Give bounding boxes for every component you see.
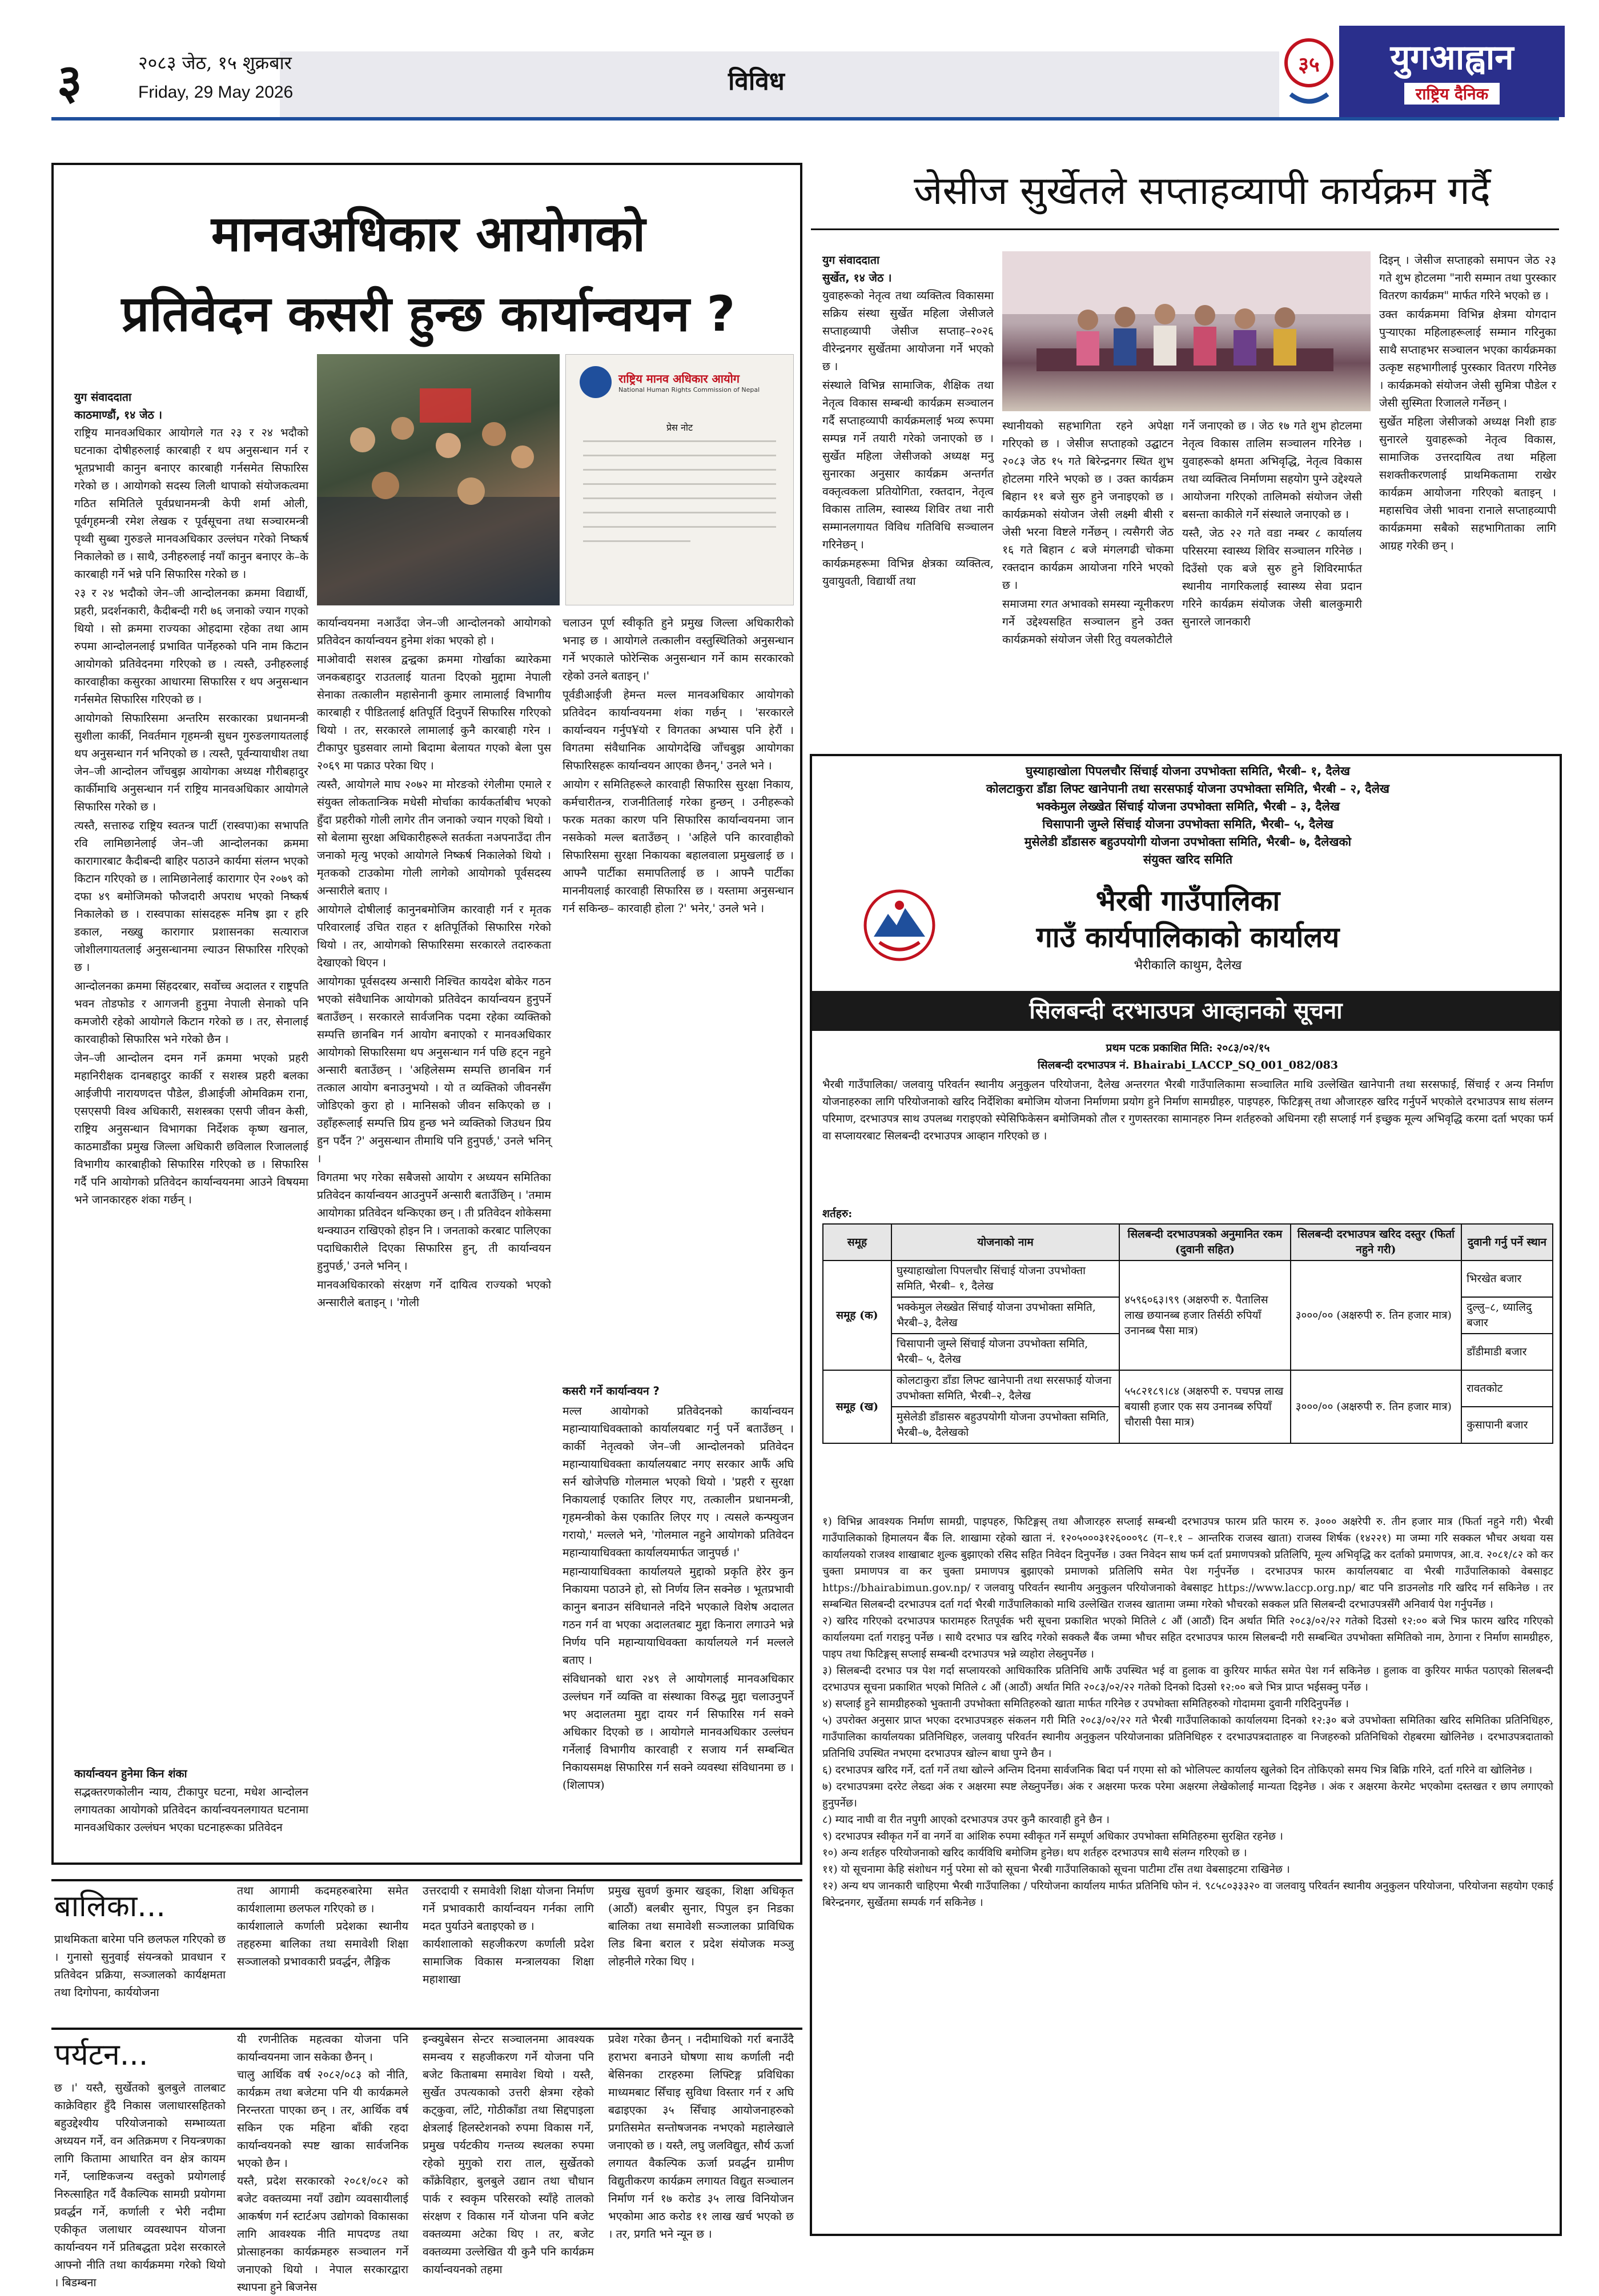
doc-label: प्रेस नोट (666, 422, 693, 433)
notice-term: ८) म्याद नाघी वा रीत नपुगी आएको दरभाउपत्र उपर कुनै कारवाही हुने छैन । (822, 1814, 1110, 1826)
tourism-column-3: इन्क्युबेसन सेन्टर सञ्चालनमा आवश्यक समन्वय र सहजीकरण गर्ने योजना पनि बजेट किताबमा समावेश थियो । यस्तै, सुर्खेत उपत्यकाको उत्तरी क्षेत्रमा रहेको कट्कुवा, लाँटे, गोठीकाँडा तथा सिद्दपाइला क्षेत्रलाई हिलस्टेशनको रुपमा विकास गर्ने, प्रमुख पर्यटकीय गन्तव्य स्थलका रुपमा रहेको मुगुको रारा ताल, सुर्खेतको काँक्रेविहार, बुलबुले उद्यान तथा चौधान पार्क र स्वकृम परिसरको स्याँहे तालको संरक्षण र विकास गर्ने योजना पनि बजेट वक्तव्यमा अटेका थिए । तर, बजेट वक्तव्यमा उल्लेखित यी कुनै पनि कार्यक्रम कार्यान्वयनको तहमा (423, 2033, 594, 2276)
hr-paragraph: विगतमा भए गरेका सबैजसो आयोग र अध्ययन समितिका प्रतिवेदन कार्यान्वयन आउनुपर्ने अन्सारी बताउँछिन् । 'तमाम आयोगका प्रतिवेदन थन्किएका छन् । ती प्रतिवेदन शोकेसमा थन्क्याउन राखिएको होइन नि । जनताको करबाट पालिएका पदाधिकारीले दिएका सिफारिस हुन्, ती कार्यान्वयन हुनुपर्छ,' उनले भनिन् । (317, 1171, 551, 1273)
tourism-column-2: यी रणनीतिक महत्वका योजना पनि कार्यान्वयनमा जान सकेका छैनन् । चालु आर्थिक वर्ष २०८२/०८३ को नीति, कार्यक्रम तथा बजेटमा पनि यी कार्यक्रमले निरन्तरता पाएका छन् । तर, आर्थिक वर्ष सकिन एक महिना बाँकी रहदा कार्यान्वयनको स्पष्ट खाका सार्वजनिक भएको छैन । यस्तै, प्रदेश सरकारको २०८१/०८२ को बजेट वक्तव्यमा नयाँ उद्योग व्यवसायीलाई आकर्षण गर्न स्टार्टअप उद्योगको विकासका लागि आवश्यक नीति मापदण्ड तथा प्रोत्साहनका कार्यक्रमहरु सञ्चालन गर्ने जनाएको थियो । नेपाल सरकारद्वारा स्थापना हुने बिजनेस (237, 2033, 408, 2294)
brand-logo (1339, 26, 1565, 117)
notice-term: ९) दरभाउपत्र स्वीकृत गर्ने वा नगर्ने वा आंशिक रुपमा स्वीकृत गर्ने सम्पूर्ण अधिकार उपभोक्ता समितिहरुमा सुरक्षित रहनेछ । (822, 1831, 1283, 1843)
balika-title: बालिका... (54, 1889, 166, 1924)
hr-title-line1: मानवअधिकार आयोगको (211, 206, 646, 263)
jc-column-c (1182, 417, 1362, 632)
notice-term: ११) यो सूचनामा केहि संशोधन गर्नु परेमा सो को सूचना भैरबी गाउँपालिकाको सूचना पाटीमा टाँस तथा वेबसाइटमा राखिनेछ । (822, 1864, 1290, 1876)
fee-b-cell: ३०००/०० (अक्षरुपी रु. तिन हजार मात्र) (1291, 1370, 1461, 1443)
hr-paragraph: माओवादी सशस्त्र द्वन्द्वका क्रममा गोर्खाका ब्यारेकमा जनकबहादुर राउतलाई यातना दिएको मुद्दामा नेपाली सेनाका तत्कालीन महासेनानी कुमार लामालाई विभागीय कारबाही र पीडितलाई क्षतिपूर्ति दिनुपर्ने सिफारिस गरिएको थियो । तर, सरकारले लामालाई कुनै कारबाही गरेन । टीकापुर घुडसवार लामो बिदामा बेलायत गएको बेला पुस २०६९ मा पक्राउ परेका थिए । (317, 653, 551, 772)
brand-tagline: राष्ट्रिय दैनिक (1404, 83, 1500, 105)
hr-paragraph: आयोगका पूर्वसदस्य अन्सारी निश्चित कायदेश बोकेर गठन भएको संवैधानिक आयोगको प्रतिवेदन कार्यान्वयन हुनुपर्ने बताउँछन् । सरकारले सार्वजनिक पदमा रहेका व्यक्तिको सम्पत्ति छानबिन गर्न आयोग बनाएको र मानवअधिकार आयोगको सिफारिसमा थप अनुसन्धान गर्न पछि हट्न नहुने अन्सारी बताउँछन् । 'अहिलेसम्म सम्पत्ति छानबिन गर्न तत्काल आयोग बनाउनुभयो । यो त व्यक्तिको जीवनसँग जोडिएको कुरा हो । मानिसको जीवन सकिएको छ । उहाँहरूलाई सम्पत्ति प्रिय हुन्छ भने व्यक्तिको जिउधन प्रिय हुन पर्दैन ?' अनुसन्धान तीमाथि पनि हुनुपर्छ,' उनले भनिन् । (317, 975, 551, 1165)
office-name-1: भैरबी गाउँपालिका (1095, 884, 1280, 917)
office-block (817, 882, 1559, 976)
hr-paragraph: राष्ट्रिय मानवअधिकार आयोगले गत २३ र २४ भदौको घटनाका दोषीहरुलाई कारबाही र थप अनुसन्धान गर्न र भूतप्रभावी कानुन बनाएर कारबाही गर्नसमेत सिफारिस गरेको छ । आयोगको सदस्य लिली थापाको संयोजकत्वमा गठित समितिले पूर्वप्रधानमन्त्री केपी शर्मा ओली, पूर्वगृहमन्त्री रमेश लेखक र पूर्वसूचना तथा सञ्चारमन्त्री पृथ्वी सुब्बा गुरुङले मानवअधिकार उल्लंघन गरेको निष्कर्ष निकालेको छ । साथै, उनीहरुलाई नयाँ कानुन बनाएर के–के कारबाही गर्ने भन्ने पनि सिफारिस गरेको छ । (74, 426, 308, 581)
notice-term: १) विभिन्न आवश्यक निर्माण सामग्री, पाइपहरु, फिटिङ्गस् तथा औजारहरु सप्लाई सम्बन्धी दरभाउपत्र फारम प्रति फारम रु. ३००० अक्षरेपी रु. तीन हजार मात्र (फिर्ता नहुने गरी) भैरबी गाउँपालिकाको हिमालयन बैंक लि. शाखामा रहेको खाता नं. १२०५०००३१२६०००९८ (ग–१.१ – आन्तरिक राजस्व खाता) राजस्व शिर्षक (१४२२१) मा जम्मा गरि सक्कल भौचर अथवा यस कार्यालयको राजश्व शाखाबाट शुल्क बुझाएको रसिद सहित निवेदन दिनुपर्नेछ । उक्त निवेदन साथ फर्म दर्ता प्रमाणपत्रको प्रतिलिपि, मूल्य अभिवृद्धि कर दर्ताको प्रमाणपत्र, आ.व. २०८१/८२ को कर चुक्ता प्रमाणपत्र वा कर चुक्ता प्रमाणपत्र बुझाएको प्रमाणको प्रतिलिपि समेत पेश गर्नुपर्नेछ । दरभाउपत्र फारम कार्यालयबाट वा भैरबी गाउँपालिकाको वेबसाइट https://bhairabimun.gov.np/ र जलवायु परिवर्तन स्थानीय अनुकुलन परियोजनाको वेबसाइट https://www.laccp.org.np/ बाट पनि डाउनलोड गरि खरिद गर्न सकिनेछ । तर सम्बन्धित सिलबन्दी दरभाउपत्र दर्ता गर्दा भैरबी गाउँपालिकाको माथि उल्लेखित राजस्व खातामा जम्मा गरेको भौचरको सक्कल प्रति सिलबन्दी दरभाउपत्रसँगै अनिवार्य पेश गर्नुपर्नेछ । (822, 1516, 1553, 1611)
notice-term: १२) अन्य थप जानकारी चाहिएमा भैरबी गाउँपालिका / परियोजना कार्यालय मार्फत प्रतिनिधि फोन नं. ९८५८०३३३२० वा जलवायु परिवर्तन स्थानीय अनुकुलन परियोजना, परियोजना सहयोग एकाई बिरेन्द्रनगर, सुर्खेतमा सम्पर्क गर्न सकिनेछ । (822, 1880, 1553, 1909)
amount-a-cell: ४५९६०६३।९९ (अक्षरुपी रु. पैतालिस लाख छयानब्ब हजार तिर्सठी रुपियाँ उनानब्ब पैसा मात्र) (1119, 1261, 1291, 1370)
balika-column-3: उत्तरदायी र समावेशी शिक्षा योजना निर्माण गर्ने प्रभावकारी कार्यान्वयन गर्नका लागि मदत पुर्याउने बताइएको छ । कार्यशालाको सहजीकरण कर्णाली प्रदेश सामाजिक विकास मन्त्रालयका शिक्षा महाशाखा (423, 1884, 594, 1986)
press-note-image (565, 354, 794, 605)
notice-term: ४) सप्लाई हुने सामग्रीहरुको भुक्तानी उपभोक्ता समितिहरुको खाता मार्फत गरिनेछ र उपभोक्ता समितिहरुको गोदाममा दुवानी गरिदिनुपर्नेछ । (822, 1698, 1349, 1710)
jc-para-3: कार्यक्रमहरूमा विभिन्न क्षेत्रका व्यक्तित्व, युवायुवती, विद्यार्थी तथा (822, 557, 994, 588)
th-fee: सिलबन्दी दरभाउपत्र खरिद दस्तुर (फिर्ता नहुने गरी) (1291, 1224, 1461, 1261)
committee-name: मुसेलेडी डाँडासरु बहुउपयोगी योजना उपभोक्ता समिति, भैरबी– ७, दैलेखको (1024, 835, 1352, 849)
header-rule (51, 117, 1559, 121)
balika-rule (51, 1879, 802, 1881)
tourism-column-4: प्रवेश गरेका छैनन् । नदीमाथिको गर्रा बनाउँदै हराभरा बनाउने घोषणा साथ कर्णाली नदी बेसिनका टारहरुमा लिफ्टिङ्ग प्रविधिका माध्यमबाट सिँचाइ सुविधा विस्तार गर्न र अघि बढाइएका ३५ सिँचाइ आयोजनाहरुको प्रगतिसमेत सन्तोषजनक नभएको महालेखाले जनाएको छ । यस्तै, लघु जलविद्युत, सौर्य ऊर्जा लगायत वैकल्पिक ऊर्जा प्रवर्द्धन ग्रामीण विद्युतीकरण कार्यक्रम लगायत विद्युत सञ्चालन निर्माण गर्न १७ करोड ३५ लाख विनियोजन भएकोमा आठ करोड ११ लाख खर्च भएको छ । तर, प्रगति भने न्यून छ । (608, 2033, 794, 2241)
th-group: समूह (823, 1224, 891, 1261)
anniversary-number: ३५ (1298, 53, 1320, 77)
hr-column-1-tail: सद्भक्तरणकोलीन न्याय, टीकापुर घटना, मधेश आन्दोलन लगायतका आयोगको प्रतिवेदन कार्यान्वयनलगायत घटनामा मानवअधिकार उल्लंघन भएका घटनाहरूका प्रतिवेदन (74, 1785, 308, 1834)
committee-name: संयुक्त खरिद समिति (1143, 853, 1233, 866)
table-header-row (823, 1224, 1553, 1261)
tourism-rule (51, 2028, 802, 2030)
jc-column-b (1002, 417, 1174, 649)
tourism-column-1: छ ।' यस्तै, सुर्खेतको बुलबुले तालबाट काक्रेविहार हुँदै निकास जलाधारसहितको बहुउद्देश्यीय परियोजनाको सम्भाव्यता अध्ययन गर्ने, वन अतिक्रमण र नियन्त्रणका लागि कितामा आधारित वन क्षेत्र कायम गर्ने, प्लाष्टिकजन्य वस्तुको प्रयोगलाई निरुत्साहित गर्दै वैकल्पिक सामग्री प्रयोगमा प्रवर्द्धन गर्ने, कर्णाली र भेरी नदीमा एकीकृत जलाधार व्यवस्थापन योजना कार्यान्वयन गर्ने प्रतिबद्धता प्रदेश सरकारले आफ्नो नीति तथा कार्यक्रममा गरेको थियो । बिडम्बना (54, 2081, 226, 2289)
hr-column-3 (563, 614, 794, 1362)
jc-para-7: यस्तै, जेठ २२ गते वडा नम्बर ८ कार्यालय परिसरमा स्वास्थ्य शिविर सञ्चालन गरिनेछ । दिउँसो एक बजे सुरु हुने शिविरमार्फत स्थानीय नागरिकलाई स्वास्थ्य सेवा प्रदान गरिने कार्यक्रम संयोजक जेसी बालकुमारी सुनारले जानकारी (1182, 527, 1362, 628)
hr-paragraph: त्यस्तै, सत्तारुढ राष्ट्रिय स्वतन्त्र पार्टी (रास्वपा)का सभापति रवि लामिछानेलाई जेन–जी आन्दोलनका क्रममा कारागारबाट कैदीबन्दी बाहिर पठाउने कार्यमा संलग्न भएको किटान गरिएको छ । लामिछानेलाई कारागार ऐन २०७९ को दफा ४९ बमोजिमको फौजदारी अपराध भएको निष्कर्ष निकालेको छ । रास्वपाका सांसदहरू मनिष झा र हरि डकाल, नख्खु कारागार प्रशासनका सत्याराज जोशीलगायतलाई अनुसन्धानमा ल्याउन सिफारिस गरिएको छ । (74, 819, 308, 974)
balika-column-4: प्रमुख सुवर्ण कुमार खड्का, शिक्षा अधिकृत (आठौं) बलबीर सुनार, पिपुल इन निडका बालिका तथा समावेशी सञ्जालका प्राविधिक लिड बिना बराल र प्रदेश संयोजक मञ्जु लोहनीले गरेका थिए । (608, 1884, 794, 1968)
group-b-cell: समूह (ख) (823, 1370, 891, 1443)
plan-cell: घुस्याहाखोला पिपलचौर सिंचाई योजना उपभोक्ता समिति, भैरबी– १, दैलेख (891, 1261, 1119, 1297)
hr-article-headline (63, 194, 794, 354)
hr-byline-author: युग संवाददाता (74, 391, 132, 404)
notice-term: ७) दरभाउपत्रमा दररेट लेख्दा अंक र अक्षरमा स्पष्ट लेख्नुपर्नेछ। अंक र अक्षरमा फरक परेमा अक्षरमा लेखेकोलाई मान्यता दिइनेछ । अंक र अक्षरमा केरमेट भएकोमा दस्तखत र छाप लगाएको हुनुपर्नेछ। (822, 1781, 1553, 1809)
committee-name: चिसापानी जुम्ले सिंचाई योजना उपभोक्ता समिति, भैरबी– ५, दैलेख (1042, 817, 1333, 831)
notice-table (822, 1223, 1553, 1444)
hr-paragraph: महान्यायाधिवक्ता कार्यालयले मुद्दाको प्रकृति हेरेर कुन निकायमा पठाउने हो, सो निर्णय लिन सक्नेछ । भूतप्रभावी कानुन बनाउन संविधानले नदिने भएकाले विशेष अदालत गठन गर्न वा भएका अदालतबाट मुद्दा किनारा लगाउने भन्ने निर्णय पनि महान्यायाधिवक्ता कार्यालयले गर्न मल्लले बताए । (563, 1565, 794, 1667)
hr-paragraph: पूर्वडीआईजी हेमन्त मल्ल मानवअधिकार आयोगको प्रतिवेदन कार्यान्वयनमा शंका गर्छन् । 'सरकारले कार्यान्वयन गर्नुप¥यो र विगतका अभ्यास पनि हेरौं । विगतमा संवैधानिक आयोगदेखि जाँचबुझ आयोगका सिफारिसहरू कार्यान्वयन आएका छैनन्,' उनले भने । (563, 688, 794, 772)
place-cell: रावतकोट (1461, 1370, 1553, 1407)
notice-intro: भैरबी गाउँपालिका/ जलवायु परिवर्तन स्थानीय अनुकुलन परियोजना, दैलेख अन्तरगत भैरबी गाउँपालिकामा सञ्चालित माथि उल्लेखित खानेपानी तथा सरसफाई, सिंचाई र अन्य निर्माण योजनाहरुका लागि परियोजनाको खरिद निर्देशिका बमोजिम योजना निर्माणमा प्रयोग हुने निर्माण सामग्रीहरु, पाइपहरु, फिटिङ्गस् तथा औजारहरु खरिद गर्नुपर्ने भएकोले दरभाउपत्र साथ संलग्न परिमाण, दरभाउपत्र साथ उपलब्ध गराइएको स्पेसिफिकेसन बमोजिमको तौल र गुणस्तरका सामानहरु निम्न शर्तहरुको अधिनमा रही सप्लाई गर्न इच्छुक मूल्य अभिवृद्धि करमा दर्ता भएका फर्म वा सप्लायरबाट सिलबन्दी दरभाउपत्र आव्हान गरिएको छ । (822, 1078, 1553, 1142)
page-number: ३ (57, 54, 82, 110)
committee-name: घुस्याहाखोला पिपलचौर सिंचाई योजना उपभोक्ता समिति, भैरबी– १, दैलेख (1025, 764, 1351, 778)
hr-subhead-2: कसरी गर्ने कार्यान्वयन ? (563, 1384, 660, 1398)
notice-terms (822, 1514, 1553, 2227)
notice-title: सिलबन्दी दरभाउपत्र आव्हानको सूचना (812, 991, 1560, 1031)
jc-para-4: स्थानीयको सहभागिता रहने अपेक्षा गरिएको छ । जेसीज सप्ताहको उद्घाटन २०८३ जेठ १५ गते बिरेन्द्रनगर स्थित शुभ होटलमा गरिने भएको छ । उक्त कार्यक्रम बिहान ११ बजे सुरु हुने जनाइएको छ । कार्यक्रमको संयोजन जेसी लक्ष्मी बीसी र जेसी भरना विष्टले गर्नेछन् । त्यसैगरी जेठ १६ गते बिहान ८ बजे मंगलगढी चोकमा रक्तदान कार्यक्रम आयोजना गरिने भएको छ । (1002, 419, 1174, 592)
date-english: Friday, 29 May 2026 (138, 83, 294, 102)
committee-name: भक्केमुल लेख्खेत सिंचाई योजना उपभोक्ता समिति, भैरबी – ३, दैलेख (1035, 800, 1340, 813)
hr-paragraph: आन्दोलनका क्रममा सिंहदरबार, सर्वोच्च अदालत र राष्ट्रपति भवन तोडफोड र आगजनी हुनुमा नेपाली सेनाको पनि कमजोरी रहेको आयोगले किटान गरेको छ । तर, सेनालाई कारवाहीको सिफारिस भने गरेको छैन । (74, 980, 308, 1046)
hr-byline-place: काठमाण्डौं, १४ जेठ । (74, 408, 163, 422)
notice-term: २) खरिद गरिएको दरभाउपत्र फारामहरु रितपूर्वक भरी सूचना प्रकाशित भएको मितिले ८ औं (आठौं) दिन अर्थात मिति २०८३/०२/२२ गतेको दिउसो १२:०० बजे भित्र फारम खरिद गरिएको कार्यालयमा दर्ता गराइनु पर्नेछ । साथै दरभाउ पत्र खरिद गरेको सक्कलै बैंक जम्मा भौचर सहित दरभाउपत्र फारम सिलबन्दी गरी सम्बन्धित उपभोक्ता समितिको नाम, ठेगाना र निर्माण सामग्रीहरु, पाइप तथा फिटिङ्गस् सप्लाई सम्बन्धी दरभाउपत्र भन्ने व्यहोरा लेख्नुपर्नेछ । (822, 1615, 1553, 1660)
jc-para-1: युवाहरूको नेतृत्व तथा व्यक्तित्व विकासमा सक्रिय संस्था सुर्खेत महिला जेसीजले सप्ताहव्यापी जेसीज सप्ताह–२०२६ वीरेन्द्रनगर सुर्खेतमा आयोजना गर्ने भएको छ । (822, 289, 994, 373)
hr-paragraph: आयोग र समितिहरूले कारवाही सिफारिस सुरक्षा निकाय, कर्मचारीतन्त्र, राजनीतिलाई गरेका हुन्छन् । उनीहरूको फरक मतका कारण पनि सिफारिस कार्यान्वयनमा जान नसकेको मल्ल बताउँछन् । 'अहिले पनि कारवाहीको सिफारिसमा सुरक्षा निकायका बहालवाला प्रमुखलाई छ । आफ्नै पार्टीका समापतिलाई छ । आफ्नै पार्टीका माननीयलाई कारवाही सिफारिस छ । यस्तामा अनुसन्धान गर्न सकिन्छ– कारवाही होला ?' भनेर,' उनले भने । (563, 778, 794, 915)
tourism-title: पर्यटन... (54, 2038, 148, 2072)
plan-cell: चिसापानी जुम्ले सिंचाई योजना उपभोक्ता समिति, भैरबी– ५, दैलेख (891, 1334, 1119, 1370)
notice-meta (822, 1039, 1553, 1074)
doc-header: राष्ट्रिय मानव अधिकार आयोग (618, 372, 740, 386)
protest-photo (317, 354, 560, 605)
hr-paragraph: चलाउन पूर्ण स्वीकृति हुने प्रमुख जिल्ला अधिकारीको भनाइ छ । आयोगले तत्कालीन वस्तुस्थितिको अनुसन्धान गर्ने भएकाले फोरेन्सिक अनुसन्धान गर्ने काम सरकारको रहेको उनले बताइन् ।' (563, 616, 794, 683)
hr-byline (74, 388, 314, 424)
jc-para-9: उक्त कार्यक्रममा विभिन्न क्षेत्रमा योगदान पुर्‍याएका महिलाहरूलाई सम्मान गरिनुका साथै सप्ताहभर सञ्चालन भएका कार्यक्रमका उत्कृष्ट सहभागीलाई पुरस्कार वितरण गरिनेछ । कार्यक्रमको संयोजन जेसी सुमित्रा पौडेल र जेसी सुस्मिता रिजालले गर्नेछन् । (1379, 308, 1556, 410)
masthead (0, 0, 1599, 123)
th-amount: सिलबन्दी दरभाउपत्रको अनुमानित रकम (दुवानी सहित) (1119, 1224, 1291, 1261)
hr-subhead-1: कार्यान्वयन हुनेमा किन शंका (74, 1767, 187, 1780)
jc-para-6: गर्ने जनाएको छ । जेठ १७ गते शुभ होटलमा नेतृत्व विकास तालिम सञ्चालन गरिनेछ । युवाहरूको क्षमता अभिवृद्धि, नेतृत्व विकास तथा व्यक्तित्व निर्माणमा सहयोग पुग्ने उद्देश्यले आयोजना गरिएको तालिमको संयोजन जेसी बसन्ता काकीले गर्ने संस्थाले जनाएको छ । (1182, 419, 1362, 521)
hr-paragraph: मानवअधिकारको संरक्षण गर्ने दायित्व राज्यको भएको अन्सारीले बताइन् । 'गोली (317, 1278, 551, 1309)
doc-subheader: National Human Rights Commission of Nepal (618, 386, 760, 394)
table-row (823, 1261, 1553, 1297)
notice-term: ५) उपरोक्त अनुसार प्राप्त भएका दरभाउपत्रहरु संकलन गरी मिति २०८३/०२/२२ गते भैरबी गाउँपालिकाको कार्यालयमा दिनको १२:३० बजे उपभोक्ता समितिका खरिद समितिका प्रतिनिधिहरु, गाउँपालिका कार्यालयका प्रतिनिधिहरु, जलवायु परिवर्तन स्थानीय अनुकुलन परियोजनाका प्रतिनिधिहरु र दरभाउपत्रदाताहरु वा निजहरुको प्रतिनिधिको रोहबरमा खोलिनेछ । दरभाउपत्रदाताको प्रतिनिधि उपस्थित नभएमा दरभाउपत्र खोल्न बाधा पुग्ने छैन । (822, 1715, 1553, 1760)
committee-name: कोलटाकुरा डाँडा लिफ्ट खानेपानी तथा सरसफाई योजना उपभोक्ता समिति, भैरबी – २, दैलेख (986, 782, 1390, 796)
anniversary-logo-icon (1282, 31, 1336, 114)
place-cell: डाँडीमाडी बजार (1461, 1334, 1553, 1370)
office-name-2: गाउँ कार्यपालिकाको कार्यालय (1036, 921, 1340, 954)
balika-column-1: प्राथमिकता बारेमा पनि छलफल गरिएको छ । गुनासो सुनुवाई संयन्त्रको प्रावधान र प्रतिवेदन प्रक्रिया, सञ्जालको कार्यक्षमता तथा दिगोपना, कार्ययोजना (54, 1933, 226, 1999)
office-address: भैरीकालि काथुम, दैलेख (1134, 958, 1242, 973)
hr-column-3b (563, 1402, 794, 1859)
balika-column-2: तथा आगामी कदमहरुबारेमा समेत कार्यशालामा छलफल गरिएको छ । कार्यशालाले कर्णाली प्रदेशका स्थानीय तहहरुमा बालिका तथा समावेशी शिक्षा सञ्जालको प्रभावकारी प्रवर्द्धन, लैङ्गिक (237, 1884, 408, 1968)
hr-paragraph: आयोगको सिफारिसमा अन्तरिम सरकारका प्रधानमन्त्री सुशीला कार्की, निवर्तमान गृहमन्त्री सुधन गुरुङलगायतलाई थप अनुसन्धान गर्न भनिएको छ । त्यस्तै, पूर्वन्यायाधीश तथा जेन–जी आन्दोलन जाँचबुझ आयोगका अध्यक्ष गौरीबहादुर कार्कीमाथि अनुसन्धान गर्न राष्ट्रिय मानवअधिकार आयोगले सिफारिस गरेको छ । (74, 712, 308, 813)
jc-event-photo (1002, 251, 1371, 411)
plan-cell: कोलटाकुरा डाँडा लिफ्ट खानेपानी तथा सरसफाई योजना उपभोक्ता समिति, भैरबी–२, दैलेख (891, 1370, 1119, 1407)
table-row (823, 1370, 1553, 1407)
notice-committees (817, 762, 1559, 869)
place-cell: दुल्लु–८, ध्यालिदु बजार (1461, 1297, 1553, 1334)
jc-title-rule (811, 228, 1559, 230)
notice-term: १०) अन्य शर्तहरु परियोजनाको खरिद कार्यविधि बमोजिम हुनेछ। थप शर्तहरु दरभाउपत्र साथै संलग्न गरिएको छ । (822, 1847, 1247, 1859)
jc-column-d (1379, 251, 1556, 556)
hr-paragraph: त्यस्तै, आयोगले माघ २०७२ मा मोरङको रंगेलीमा एमाले र संयुक्त लोकतान्त्रिक मधेसी मोर्चाका कार्यकर्ताबीच भएको हुँदा प्रहरीको गोली लागेर तीन जनाको ज्यान गएको थियो । सो बेलामा सुरक्षा अधिकारीहरूले सतर्कता नअपनाउँदा तीन जनाको मृत्यु भएको आयोगले निष्कर्ष निकालेको थियो । मृतकको टाउकोमा गोली लागेको आयोगको पूर्वसदस्य अन्सारीले बताए । (317, 778, 551, 897)
plan-cell: भक्केमुल लेख्खेत सिंचाई योजना उपभोक्ता समिति, भैरबी–३, दैलेख (891, 1297, 1119, 1334)
place-cell: भिरखेत बजार (1461, 1261, 1553, 1297)
group-a-cell: समूह (क) (823, 1261, 891, 1370)
hr-paragraph: संविधानको धारा २४९ ले आयोगलाई मानवअधिकार उल्लंघन गर्ने व्यक्ति वा संस्थाका विरुद्ध मुद्दा चलाउनुपर्ने भए अदालतमा मुद्दा दायर गर्न सिफारिस गर्न सक्ने अधिकार दिएको छ । आयोगले मानवअधिकार उल्लंघन गर्नेलाई विभागीय कारवाही र सजाय गर्न सम्बन्धित निकायसमक्ष सिफारिस गर्न सक्ने व्यवस्था संविधानमा छ । (शिलापत्र) (563, 1672, 794, 1792)
hr-paragraph: जेन–जी आन्दोलन दमन गर्ने क्रममा भएको प्रहरी महानिरीक्षक दानबहादुर कार्की र सशस्त्र प्रहरी बलका आईजीपी नारायणदत्त पौडेल, डीआईजी ओमविक्रम राना, एसएसपी विश्व अधिकारी, सशस्त्रका एसपी जीवन केसी, राष्ट्रिय अनुसन्धान विभागका निर्देशक कृष्ण खनाल, काठमाडौंका प्रमुख जिल्ला अधिकारी छविलाल रिजाललाई विभागीय कारबाहीको सिफारिस गरिएको छ । सिफारिस गर्दै पनि आयोगको प्रतिवेदन कार्यान्वयनमा आउने विषयमा भने जानकारहरु शंका गर्छन् । (74, 1051, 308, 1206)
nhrc-emblem-icon (580, 366, 612, 398)
notice-conditions-label: शर्तहरु: (822, 1207, 853, 1220)
jc-byline-place: सुर्खेत, १४ जेठ । (822, 271, 892, 284)
jc-para-8: दिइन् । जेसीज सप्ताहको समापन जेठ २३ गते शुभ होटलमा "नारी सम्मान तथा पुरस्कार वितरण कार्यक्रम" मार्फत गरिने भएको छ । (1379, 254, 1556, 302)
notice-table-wrap (822, 1223, 1553, 1444)
section-label: विविध (728, 67, 785, 96)
notice-ref-no: सिलबन्दी दरभाउपत्र नं. Bhairabi_LACCP_SQ_001_082/083 (1037, 1059, 1339, 1071)
hr-paragraph: आयोगले दोषीलाई कानुनबमोजिम कारवाही गर्न र मृतक परिवारलाई उचित राहत र क्षतिपूर्तिको सिफारिस गरेको थियो । तर, आयोगको सिफारिसमा सरकारले तदारुकता देखाएको थिएन । (317, 903, 551, 969)
th-plan: योजनाको नाम (891, 1224, 1119, 1261)
hr-column-2 (317, 614, 551, 1859)
amount-b-cell: ५५८२१८९।८४ (अक्षरुपी रु. पचपन्न लाख बयासी हजार एक सय उनानब्ब रुपियाँ चौरासी पैसा मात्र) (1119, 1370, 1291, 1443)
hr-paragraph: २३ र २४ भदौको जेन–जी आन्दोलनका क्रममा विद्यार्थी, प्रहरी, प्रदर्शनकारी, कैदीबन्दी गरी ७६ जनाको ज्यान गएको थियो । सो क्रममा राज्यका ओहदामा रहेका तथा आम रुपमा आन्दोलनलाई प्रभावित पार्नेहरुको पनि नाम किटान आयोगको प्रतिवेदनमा गरिएको छ । त्यस्तै, उनीहरुलाई कारवाहीका कसुरका आधारमा सिफारिस र थप अनुसन्धान गर्नसमेत सिफारिस गरिएको छ । (74, 587, 308, 706)
hr-paragraph: मल्ल आयोगको प्रतिवेदनको कार्यान्वयन महान्यायाधिवक्ताको कार्यालयबाट गर्नु पर्ने बताउँछन् । कार्की नेतृत्वको जेन–जी आन्दोलनको प्रतिवेदन महान्यायाधिवक्ता कार्यालयबाट नगए सरकार आफैं अघि सर्न खोजेपछि गोलमाल भएको थियो । 'प्रहरी र सुरक्षा निकायलाई एकातिर लिएर गए, तत्कालीन प्रधानमन्त्री, गृहमन्त्रीको केस एकातिर लिएर गए । त्यसले कन्फ्युजन गरायो,' मल्लले भने, 'गोलमाल नहुने आयोगको प्रतिवेदन महान्यायाधिवक्ता कार्यालयमार्फत जानुपर्छ ।' (563, 1404, 794, 1559)
place-cell: कुसापानी बजार (1461, 1407, 1553, 1443)
jc-article-headline: जेसीज सुर्खेतले सप्ताहव्यापी कार्यक्रम गर्दै (914, 168, 1490, 214)
jc-byline-author: युग संवाददाता (822, 254, 880, 267)
plan-cell: मुसेलेडी डाँडासरु बहुउपयोगी योजना उपभोक्ता समिति, भैरबी–७, दैलेखको (891, 1407, 1119, 1443)
th-place: दुवानी गर्नु पर्ने स्थान (1461, 1224, 1553, 1261)
jc-para-10: सुर्खेत महिला जेसीजको अध्यक्ष निशी हाङ सुनारले युवाहरूको नेतृत्व विकास, सामाजिक उत्तरदायित्व तथा महिला सशक्तीकरणलाई प्राथमिकतामा राखेर कार्यक्रम आयोजना गरिएको बताइन् । महासचिव जेसी भावना रानाले सप्ताहव्यापी कार्यक्रममा सबैको सहभागिताका लागि आग्रह गरेकी छन् । (1379, 415, 1556, 552)
notice-term: ३) सिलबन्दी दरभाउ पत्र पेश गर्दा सप्लायरको आधिकारिक प्रतिनिधि आफैं उपस्थित भई वा हुलाक वा कुरियर मार्फत समेत पेश गर्न सकिनेछ । हुलाक वा कुरियर मार्फत पठाएको सिलबन्दी दरभाउपत्र सूचना प्रकाशित भएको मितिले ८ औं (आठौं) अर्थात मिति २०८३/०२/२२ गतेको दिनको दिउसो १२:०० बजे भित्र प्राप्त भईसक्नु पर्नेछ । (822, 1665, 1553, 1693)
jc-column-a (822, 251, 994, 591)
jc-para-5: समाजमा रगत अभावको समस्या न्यूनीकरण गर्ने उद्देश्यसहित सञ्चालन हुने उक्त कार्यक्रमको संयोजन जेसी रितु वयलकोटीले (1002, 597, 1174, 646)
notice-term: ६) दरभाउपत्र खरिद गर्ने, दर्ता गर्ने तथा खोल्ने अन्तिम दिनमा सार्वजनिक बिदा पर्न गएमा सो को भोलिपल्ट कार्यालय खुलेको दिन तोकिएको समय भित्र बिक्रि गरिने, दर्ता गरिने वा खोलिनेछ । (822, 1764, 1533, 1776)
fee-a-cell: ३०००/०० (अक्षरुपी रु. तिन हजार मात्र) (1291, 1261, 1461, 1370)
brand-name: युगआह्वान (1390, 38, 1514, 78)
hr-column-1 (74, 424, 308, 1760)
hr-title-line2: प्रतिवेदन कसरी हुन्छ कार्यान्वयन ? (121, 286, 736, 343)
hr-paragraph: कार्यान्वयनमा नआउँदा जेन–जी आन्दोलनको आयोगको प्रतिवेदन कार्यान्वयन हुनेमा शंका भएको हो । (317, 616, 551, 647)
notice-pub-date: प्रथम पटक प्रकाशित मिति: २०८३/०२/१५ (1106, 1042, 1270, 1054)
date-nepali: २०८३ जेठ, १५ शुक्रबार (138, 52, 292, 74)
jc-para-2: संस्थाले विभिन्न सामाजिक, शैक्षिक तथा नेतृत्व विकास सम्बन्धी कार्यक्रम सञ्चालन गर्दै सप्ताहव्यापी कार्यक्रमलाई भव्य रूपमा सम्पन्न गर्ने तयारी गरेको जनाएको छ । सुर्खेत महिला जेसीजको अध्यक्ष मनु सुनारका अनुसार कार्यक्रम अन्तर्गत वक्तृत्वकला प्रतियोगिता, रक्तदान, नेतृत्व विकास तालिम, स्वास्थ्य शिविर तथा नारी सम्मानलगायत विविध गतिविधि सञ्चालन गरिनेछन् । (822, 379, 994, 551)
